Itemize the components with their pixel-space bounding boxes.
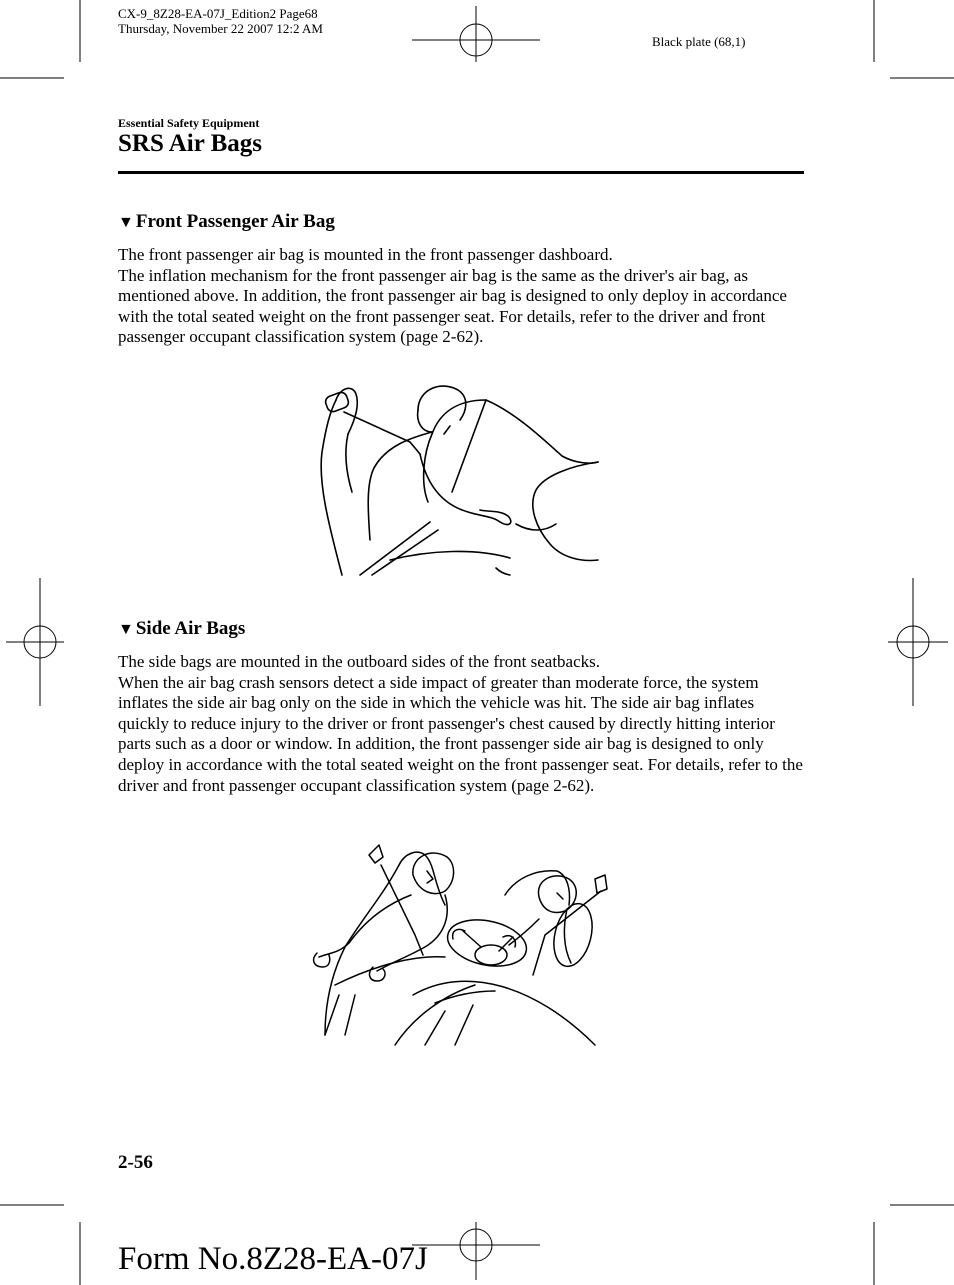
side-air-bags-body bbox=[118, 652, 808, 796]
side-airbag-illustration bbox=[295, 835, 615, 1050]
paragraph: The inflation mechanism for the front passenger air bag is the same as the driver's air bag, as mentioned above. In addition, the front passenger air bag is designed to only deploy in accordance with the total seated weight on the front passenger seat. For details, refer to the driver and front passenger occupant classification system (page 2-62). bbox=[118, 265, 787, 347]
heading-text: Side Air Bags bbox=[135, 618, 246, 639]
paragraph: The front passenger air bag is mounted in the front passenger dashboard. bbox=[118, 245, 613, 264]
heading-front-passenger-air-bag bbox=[118, 211, 335, 233]
paragraph: The side bags are mounted in the outboard sides of the front seatbacks. bbox=[118, 652, 601, 671]
page-number: 2-56 bbox=[118, 1152, 153, 1173]
page-title: SRS Air Bags bbox=[118, 130, 263, 157]
print-info-timestamp: Thursday, November 22 2007 12:2 AM bbox=[118, 21, 323, 36]
paragraph: When the air bag crash sensors detect a side impact of greater than moderate force, the system inflates the side air bag only on the side in which the vehicle was hit. The side air bag inflates quickly to reduce injury to the driver or front passenger's chest caused by directly hitting interior parts such as a door or window. In addition, the front passenger side air bag is designed to only deploy in accordance with the total seated weight on the front passenger seat. For details, refer to the driver and front passenger occupant classification system (page 2-62). bbox=[118, 672, 803, 795]
title-rule bbox=[118, 171, 804, 174]
triangle-marker-icon: ▼ bbox=[118, 214, 134, 231]
front-passenger-airbag-illustration bbox=[300, 372, 610, 580]
front-passenger-body bbox=[118, 245, 808, 348]
plate-label: Black plate (68,1) bbox=[652, 34, 746, 49]
triangle-marker-icon: ▼ bbox=[118, 621, 134, 638]
print-info-line: CX-9_8Z28-EA-07J_Edition2 Page68 bbox=[118, 6, 318, 21]
heading-text: Front Passenger Air Bag bbox=[135, 211, 335, 232]
form-number: Form No.8Z28-EA-07J bbox=[118, 1241, 428, 1277]
section-label: Essential Safety Equipment bbox=[118, 116, 260, 130]
print-info bbox=[118, 6, 323, 36]
heading-side-air-bags bbox=[118, 618, 245, 640]
